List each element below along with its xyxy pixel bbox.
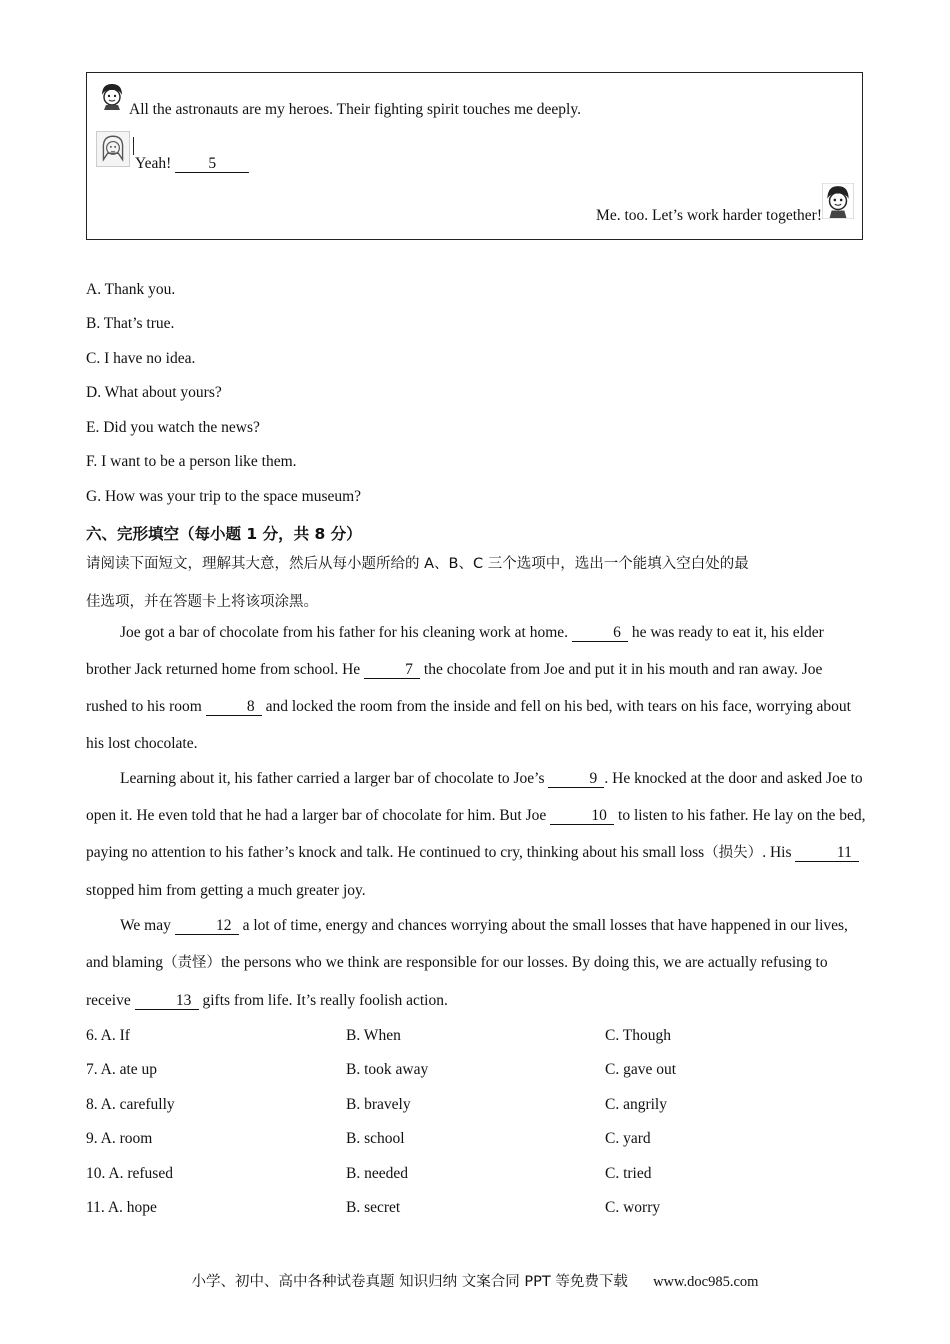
passage-text: to listen to his father. He lay on the bed, paying no attention to his father’s knock and talk. He continued to cry, thinking about his small loss xyxy=(86,807,866,861)
option-d: D. What about yours? xyxy=(86,384,222,401)
passage-text: Learning about it, his father carried a larger bar of chocolate to Joe’s xyxy=(120,770,549,787)
girl-avatar-icon xyxy=(96,131,130,167)
choice-b: B. When xyxy=(346,1027,401,1044)
dialog-box xyxy=(86,72,863,240)
option-a: A. Thank you. xyxy=(86,281,176,298)
passage-gloss: （损失） xyxy=(704,845,763,861)
passage-text: a lot of time, energy and chances worrying about the small losses that have happened in our lives, and blaming xyxy=(86,917,848,971)
choice-b: B. bravely xyxy=(346,1096,411,1113)
dialog-line-2 xyxy=(135,155,249,173)
choice-row xyxy=(86,1130,866,1152)
passage-text: . His xyxy=(762,844,796,861)
section-title: 六、完形填空（每小题 1 分，共 8 分） xyxy=(86,525,362,543)
passage-paragraph-1 xyxy=(86,614,866,762)
choice-a: 7. A. ate up xyxy=(86,1061,158,1078)
choice-c: C. yard xyxy=(605,1130,651,1147)
dialog-line-1: All the astronauts are my heroes. Their fighting spirit touches me deeply. xyxy=(129,101,581,118)
choice-c: C. worry xyxy=(605,1199,661,1216)
passage-text: he was ready to eat it, his elder brother Jack returned home from school. He xyxy=(86,624,824,678)
boy-avatar-icon-2 xyxy=(822,183,854,219)
choice-a: 6. A. If xyxy=(86,1027,130,1044)
passage-text: We may xyxy=(120,917,175,934)
passage-gloss: （责怪） xyxy=(163,955,222,971)
choice-b: B. school xyxy=(346,1130,405,1147)
blank-5: 5 xyxy=(175,155,249,173)
passage-paragraph-3 xyxy=(86,907,866,1019)
option-e: E. Did you watch the news? xyxy=(86,419,260,436)
passage-paragraph-2 xyxy=(86,760,866,909)
passage-text: stopped him from getting a much greater joy. xyxy=(86,882,366,899)
section-instruction-2: 佳选项，并在答题卡上将该项涂黑。 xyxy=(86,594,318,610)
blank-8: 8 xyxy=(206,698,262,716)
choice-a: 9. A. room xyxy=(86,1130,153,1147)
cursor-mark xyxy=(133,137,134,155)
choice-c: C. tried xyxy=(605,1165,652,1182)
choice-row xyxy=(86,1096,866,1118)
choice-b: B. secret xyxy=(346,1199,401,1216)
section-instruction-1: 请阅读下面短文，理解其大意，然后从每小题所给的 A、B、C 三个选项中，选出一个能填入空白处的最 xyxy=(86,556,749,572)
option-b: B. That’s true. xyxy=(86,315,175,332)
blank-10: 10 xyxy=(550,807,614,825)
choice-row xyxy=(86,1199,866,1221)
choice-row xyxy=(86,1027,866,1049)
choice-a: 8. A. carefully xyxy=(86,1096,175,1113)
choice-b: B. took away xyxy=(346,1061,429,1078)
blank-9: 9 xyxy=(548,770,604,788)
footer-text: 小学、初中、高中各种试卷真题 知识归纳 文案合同 PPT 等免费下载 xyxy=(191,1274,628,1290)
passage-text: gifts from life. It’s really foolish action. xyxy=(198,992,448,1009)
choice-row xyxy=(86,1165,866,1187)
dialog-line-3: Me. too. Let’s work harder together! xyxy=(596,207,822,224)
dialog-line-2-text: Yeah! xyxy=(135,155,176,172)
choice-a: 10. A. refused xyxy=(86,1165,173,1182)
page-footer xyxy=(0,1270,950,1291)
choice-c: C. gave out xyxy=(605,1061,677,1078)
choice-c: C. angrily xyxy=(605,1096,667,1113)
option-g: G. How was your trip to the space museum? xyxy=(86,488,362,505)
passage-text: the persons who we think are responsible for our losses. By doing this, we are actually refusing to receive xyxy=(86,954,828,1009)
option-c: C. I have no idea. xyxy=(86,350,196,367)
passage-text: . He knocked at the door and asked Joe to open it. He even told that he had a larger bar of chocolate for him. But Joe xyxy=(86,770,863,824)
boy-avatar-icon xyxy=(97,81,127,111)
passage-text: Joe got a bar of chocolate from his father for his cleaning work at home. xyxy=(120,624,572,641)
choice-c: C. Though xyxy=(605,1027,672,1044)
choice-a: 11. A. hope xyxy=(86,1199,157,1216)
choice-row xyxy=(86,1061,866,1083)
blank-11: 11 xyxy=(795,844,859,862)
option-f: F. I want to be a person like them. xyxy=(86,453,297,470)
footer-url[interactable]: www.doc985.com xyxy=(653,1274,759,1290)
passage-text: and locked the room from the inside and fell on his bed, with tears on his face, worrying about his lost chocolate. xyxy=(86,698,851,752)
blank-7: 7 xyxy=(364,661,420,679)
blank-6: 6 xyxy=(572,624,628,642)
passage-text: the chocolate from Joe and put it in his mouth and ran away. Joe rushed to his room xyxy=(86,661,823,715)
blank-13: 13 xyxy=(135,992,199,1010)
blank-12: 12 xyxy=(175,917,239,935)
choice-b: B. needed xyxy=(346,1165,408,1182)
